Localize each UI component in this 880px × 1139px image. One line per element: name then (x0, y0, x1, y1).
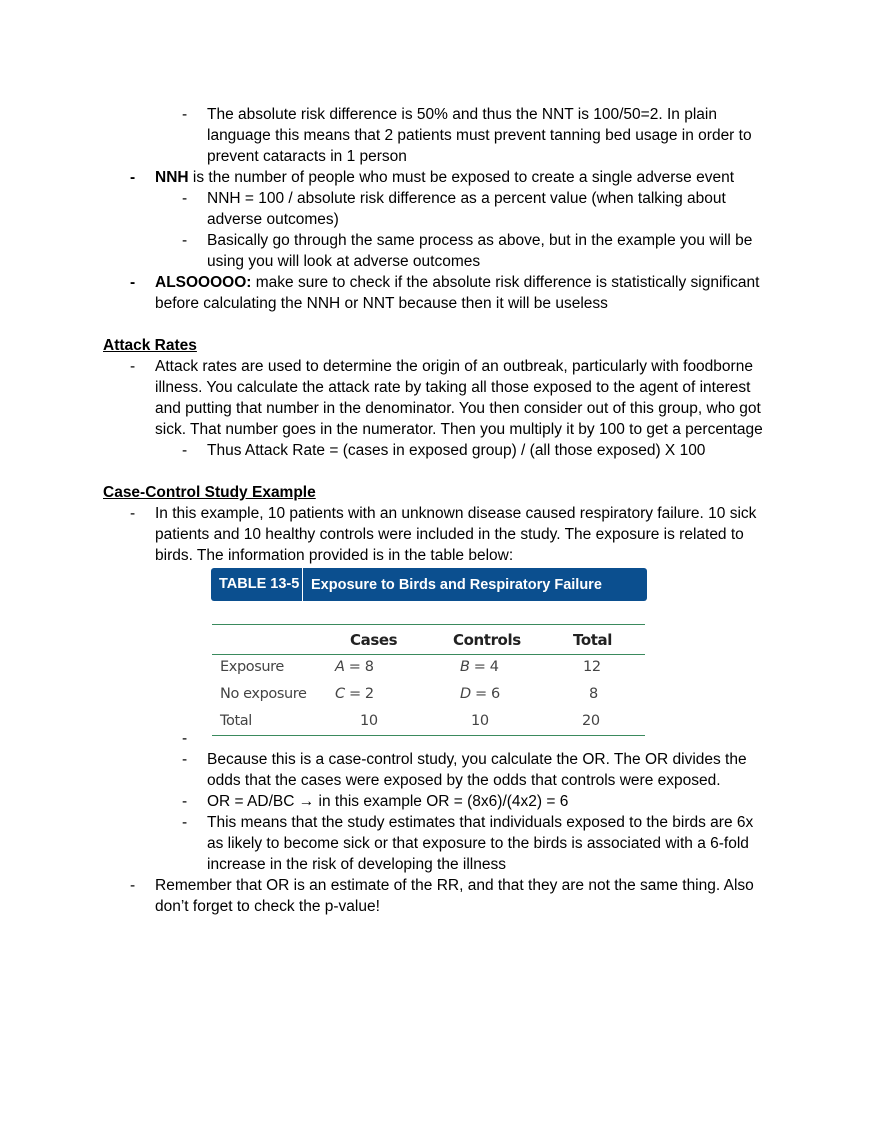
table-bottom-rule (212, 735, 645, 736)
cell-c (335, 686, 374, 702)
column-header-controls: Controls (453, 631, 521, 649)
table-label: TABLE 13-5 (211, 568, 303, 601)
odds-ratio-formula: OR = AD/BC → in this example OR = (8x6)/(4x2) = 6 (207, 793, 569, 810)
section-heading-case-control: Case-Control Study Example (103, 484, 316, 501)
paragraph-line: using you will look at adverse outcomes (207, 253, 481, 270)
paragraph-line: odds that the cases were exposed by the odds that controls were exposed. (207, 772, 721, 789)
bullet-dash: - (182, 442, 188, 459)
cell-d (460, 686, 500, 702)
bullet-dash: - (182, 814, 188, 831)
cell-total: 12 (583, 659, 601, 675)
section-heading-attack-rates: Attack Rates (103, 337, 197, 354)
cell-a-value: = 8 (348, 659, 374, 675)
cell-total-cases: 10 (360, 713, 378, 729)
bullet-dash: - (182, 730, 188, 747)
bullet-dash: - (130, 505, 136, 522)
paragraph-line: Because this is a case-control study, you calculate the OR. The OR divides the (207, 751, 747, 768)
also-term: ALSOOOOO: (155, 274, 252, 291)
cell-b-variable: B (460, 659, 470, 675)
attack-rate-formula: Thus Attack Rate = (cases in exposed group) / (all those exposed) X 100 (207, 442, 706, 459)
table-top-rule (212, 624, 645, 625)
paragraph-line: as likely to become sick or that exposure to the birds is associated with a 6-fold (207, 835, 749, 852)
row-label-exposure: Exposure (220, 659, 284, 675)
paragraph-line: birds. The information provided is in the table below: (155, 547, 514, 564)
table-header-bar (211, 568, 647, 601)
paragraph-line: Remember that OR is an estimate of the RR, and that they are not the same thing. Also (155, 877, 754, 894)
paragraph-line: patients and 10 healthy controls were included in the study. The exposure is related to (155, 526, 744, 543)
paragraph-line: In this example, 10 patients with an unknown disease caused respiratory failure. 10 sick (155, 505, 757, 522)
paragraph-line: before calculating the NNH or NNT because then it will be useless (155, 295, 608, 312)
cell-total-controls: 10 (471, 713, 489, 729)
paragraph-line: This means that the study estimates that individuals exposed to the birds are 6x (207, 814, 754, 831)
bullet-dash: - (130, 169, 136, 186)
column-header-cases: Cases (350, 631, 398, 649)
paragraph-line: Attack rates are used to determine the origin of an outbreak, particularly with foodborne (155, 358, 753, 375)
table-13-5-figure (211, 568, 648, 738)
table-header-rule (212, 654, 645, 655)
paragraph-line: increase in the risk of developing the illness (207, 856, 506, 873)
cell-c-variable: C (335, 686, 345, 702)
column-header-total: Total (573, 631, 612, 649)
bullet-dash: - (182, 190, 188, 207)
paragraph-line: don’t forget to check the p-value! (155, 898, 380, 915)
cell-a (335, 659, 374, 675)
paragraph-line: NNH = 100 / absolute risk difference as a percent value (when talking about (207, 190, 726, 207)
paragraph-line: The absolute risk difference is 50% and thus the NNT is 100/50=2. In plain (207, 106, 717, 123)
also-note (155, 272, 759, 293)
bullet-dash: - (182, 793, 188, 810)
nnh-text: is the number of people who must be exposed to create a single adverse event (188, 169, 735, 186)
nnh-definition (155, 167, 734, 188)
bullet-dash: - (182, 751, 188, 768)
paragraph-line: adverse outcomes) (207, 211, 339, 228)
paragraph-line: Basically go through the same process as above, but in the example you will be (207, 232, 753, 249)
paragraph-line: illness. You calculate the attack rate by taking all those exposed to the agent of interest (155, 379, 751, 396)
paragraph-line: sick. That number goes in the numerator. Then you multiply it by 100 to get a percentage (155, 421, 763, 438)
bullet-dash: - (130, 274, 136, 291)
bullet-dash: - (182, 106, 188, 123)
also-text: make sure to check if the absolute risk difference is statistically significant (251, 274, 760, 291)
paragraph-line: prevent cataracts in 1 person (207, 148, 407, 165)
paragraph-line: and putting that number in the denominator. You then consider out of this group, who got (155, 400, 761, 417)
cell-c-value: = 2 (348, 686, 374, 702)
cell-grand-total: 20 (582, 713, 600, 729)
row-label-total: Total (220, 713, 252, 729)
bullet-dash: - (130, 877, 136, 894)
paragraph-line: language this means that 2 patients must prevent tanning bed usage in order to (207, 127, 752, 144)
table-title: Exposure to Birds and Respiratory Failure (311, 576, 602, 593)
cell-a-variable: A (335, 659, 345, 675)
bullet-dash: - (130, 358, 136, 375)
row-label-no-exposure: No exposure (220, 686, 307, 702)
cell-b (460, 659, 499, 675)
cell-d-variable: D (460, 686, 471, 702)
cell-d-value: = 6 (474, 686, 500, 702)
nnh-term: NNH (155, 169, 189, 186)
bullet-dash: - (182, 232, 188, 249)
cell-total: 8 (589, 686, 598, 702)
cell-b-value: = 4 (473, 659, 499, 675)
